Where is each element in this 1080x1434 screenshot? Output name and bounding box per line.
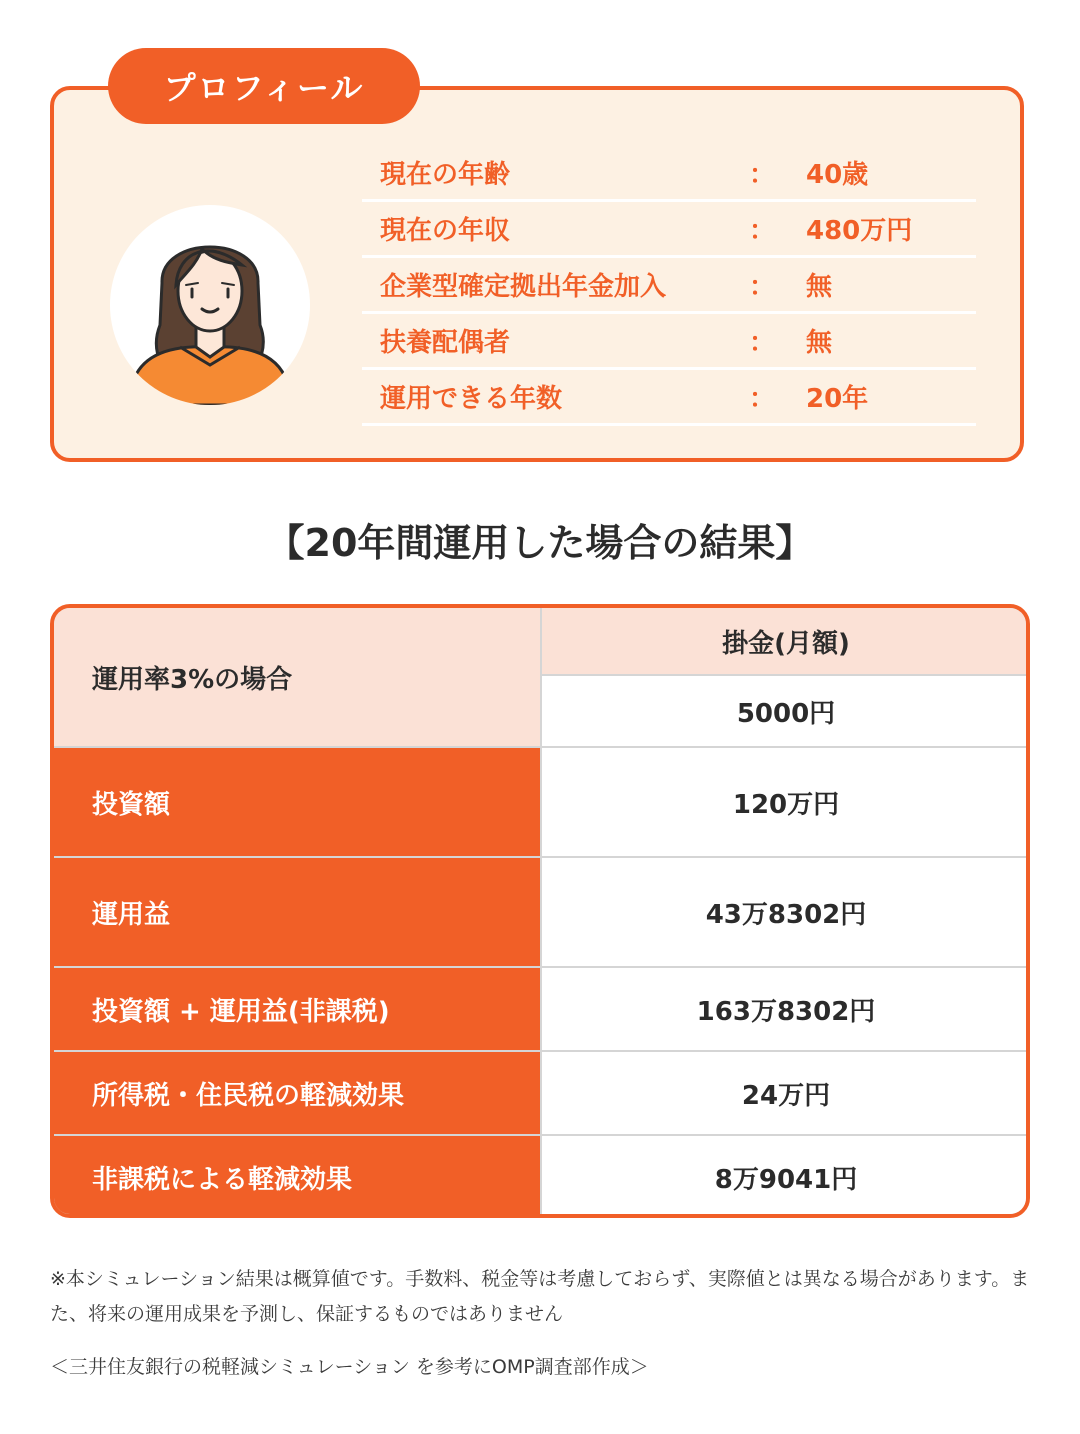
table-row-label: 投資額 (54, 748, 540, 856)
profile-label: 現在の年齢 (380, 160, 511, 190)
table-row-label: 投資額 + 運用益(非課税) (54, 968, 540, 1050)
table-row-value: 163万8302円 (542, 968, 1030, 1050)
source-note: ＜三井住友銀行の税軽減シミュレーション を参考にOMP調査部作成＞ (50, 1356, 649, 1378)
profile-row-income (362, 202, 976, 258)
table-row-label: 運用益 (54, 858, 540, 966)
profile-tab-label: プロフィール (163, 69, 365, 107)
profile-value: 無 (806, 328, 833, 358)
profile-value: 480万円 (806, 216, 913, 246)
profile-colon: ： (748, 160, 775, 190)
profile-value: 40歳 (806, 160, 869, 190)
profile-row-corporate-dc (362, 258, 976, 314)
profile-colon: ： (748, 328, 775, 358)
profile-label: 運用できる年数 (380, 384, 563, 414)
profile-colon: ： (748, 216, 775, 246)
profile-row-age (362, 146, 976, 202)
profile-row-years (362, 370, 976, 426)
table-row-value: 8万9041円 (542, 1136, 1030, 1218)
disclaimer-note: ※本シミュレーション結果は概算値です。手数料、税金等は考慮しておらず、実際値とは異なる場合があります。また、将来の運用成果を予測し、保証するものではありません (50, 1268, 1030, 1325)
table-header-monthly: 掛金(月額) (542, 608, 1030, 674)
woman-avatar-icon (110, 205, 310, 405)
profile-colon: ： (748, 384, 775, 414)
table-row-value: 24万円 (542, 1052, 1030, 1134)
result-title: 【20年間運用した場合の結果】 (266, 521, 814, 565)
profile-colon: ： (748, 272, 775, 302)
profile-tab (108, 48, 420, 124)
table-monthly-amount: 5000円 (542, 676, 1030, 746)
table-row-value: 120万円 (542, 748, 1030, 856)
table-header-rate: 運用率3%の場合 (54, 608, 540, 746)
profile-label: 現在の年収 (380, 216, 511, 246)
table-row-label: 所得税・住民税の軽減効果 (54, 1052, 540, 1134)
profile-label: 企業型確定拠出年金加入 (380, 272, 667, 302)
profile-list (362, 146, 976, 426)
table-row-label: 非課税による軽減効果 (54, 1136, 540, 1218)
profile-label: 扶養配偶者 (380, 328, 511, 358)
result-table (50, 604, 1030, 1218)
profile-value: 無 (806, 272, 833, 302)
table-row-value: 43万8302円 (542, 858, 1030, 966)
profile-value: 20年 (806, 384, 869, 414)
profile-row-spouse (362, 314, 976, 370)
